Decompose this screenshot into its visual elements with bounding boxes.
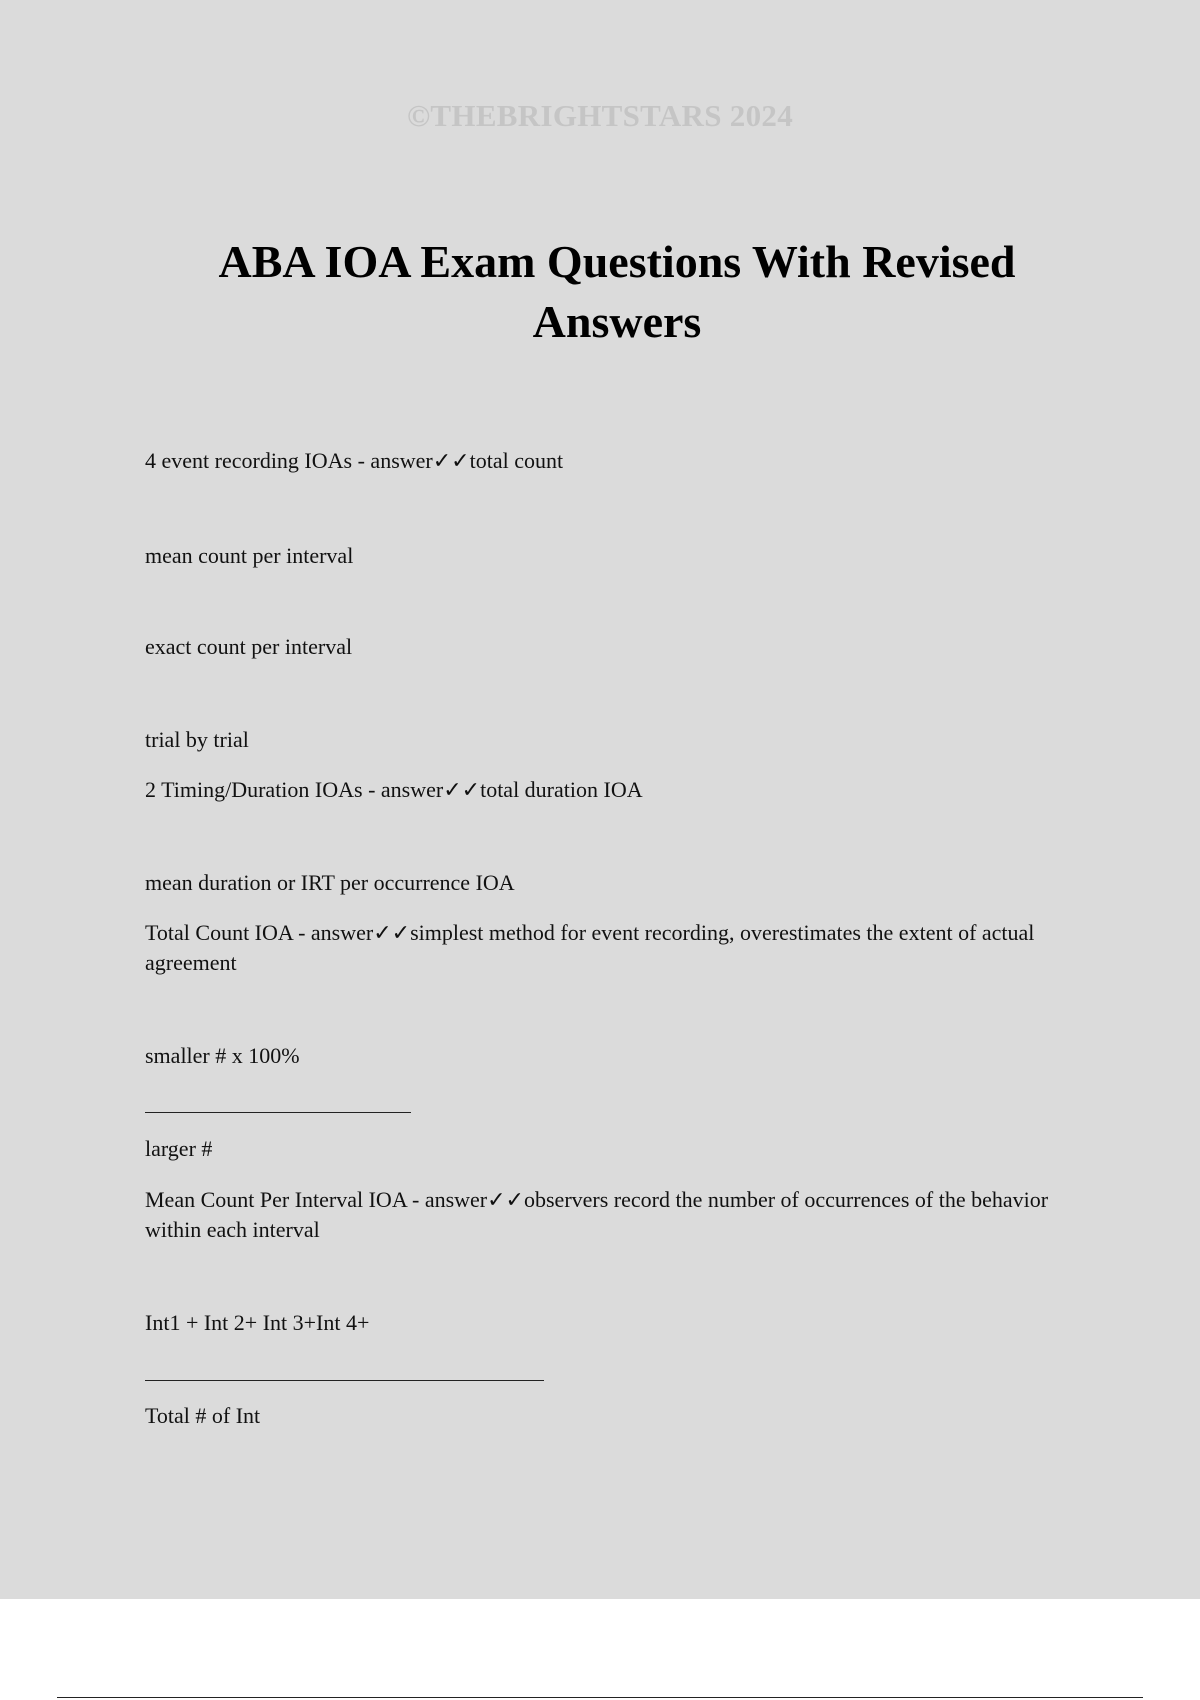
text-line-mean-duration: mean duration or IRT per occurrence IOA <box>145 870 515 895</box>
text-line-trial-by-trial: trial by trial <box>145 727 249 752</box>
text-line-timing-duration: 2 Timing/Duration IOAs - answer✓✓total duration IOA <box>145 777 643 802</box>
document-title: ABA IOA Exam Questions With Revised Answers <box>218 236 1016 347</box>
fraction-bar-1 <box>145 1112 411 1113</box>
text-line-mean-count: mean count per interval <box>145 543 354 568</box>
text-line-exact-count: exact count per interval <box>145 634 353 659</box>
formula-denominator-2: Total # of Int <box>145 1403 261 1428</box>
formula-denominator-1: larger # <box>145 1136 213 1161</box>
text-line-total-count-ioa: Total Count IOA - answer✓✓simplest method for event recording, overestimates the extent of actual agreement <box>145 920 1035 975</box>
text-line-mean-count-per-interval-ioa: Mean Count Per Interval IOA - answer✓✓observers record the number of occurrences of the behavior within each interval <box>145 1187 1049 1242</box>
formula-numerator-2: Int1 + Int 2+ Int 3+Int 4+ <box>145 1310 370 1335</box>
footer-rule <box>57 1697 1143 1698</box>
watermark: ©THEBRIGHTSTARS 2024 <box>406 98 794 133</box>
fraction-bar-2 <box>145 1380 544 1381</box>
text-line-event-recording: 4 event recording IOAs - answer✓✓total count <box>145 448 564 473</box>
formula-numerator-1: smaller # x 100% <box>145 1043 300 1068</box>
